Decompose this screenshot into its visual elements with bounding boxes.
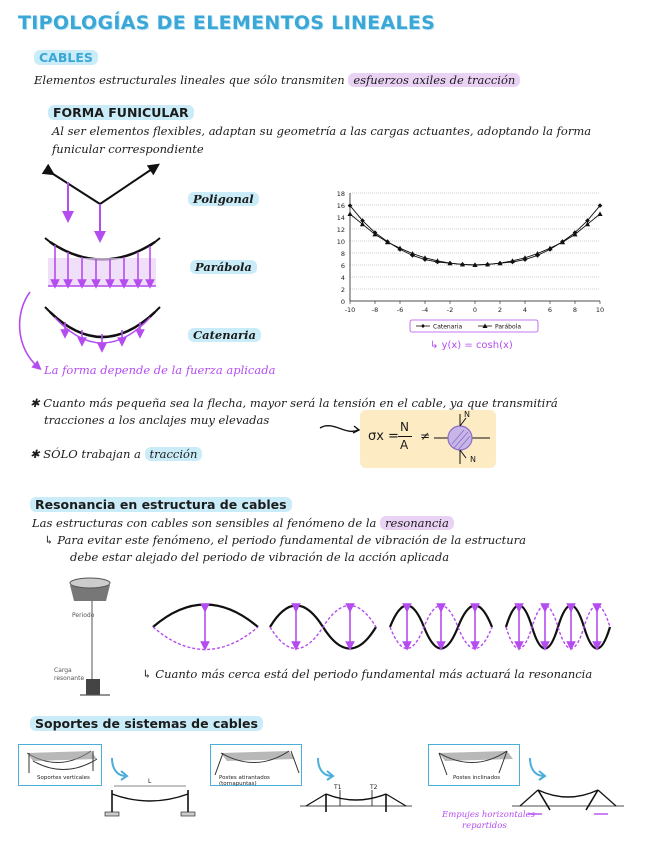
supports-note-line1: Empujes horizontales [442, 810, 535, 820]
funicular-heading [48, 105, 194, 120]
cables-heading-text: CABLES [34, 50, 98, 65]
label-t1: T1 [334, 784, 342, 791]
x-tick-label: -8 [371, 306, 379, 314]
chart-annotation-text: y(x) = cosh(x) [441, 340, 513, 351]
formula-pointer-arrow [318, 418, 362, 442]
y-tick-label: 18 [336, 190, 345, 198]
support-3-arrow [526, 756, 548, 782]
x-tick-label: 10 [595, 306, 605, 314]
bullet-1-line1: Cuanto más pequeña sea la flecha, mayor será la tensión en el cable, ya que transmitirá [43, 396, 558, 410]
caption-3: Postes inclinados [453, 775, 501, 781]
funicular-heading-text: FORMA FUNICULAR [48, 105, 194, 120]
chart-annotation [430, 340, 513, 351]
carga-label-2: resonante [54, 675, 85, 682]
series-line-1 [350, 206, 600, 265]
resonance-heading-text: Resonancia en estructura de cables [30, 497, 292, 512]
formula-neq: ≠ [420, 429, 431, 443]
vibration-modes [148, 596, 613, 658]
supports-heading-text: Soportes de sistemas de cables [30, 716, 263, 731]
label-parabola [190, 260, 257, 274]
label-t2: T2 [370, 784, 378, 791]
y-tick-label: 2 [340, 286, 345, 294]
funicular-text-line1: Al ser elementos flexibles, adaptan su geometría a las cargas actuantes, adoptando la forma [52, 124, 592, 138]
formula-numerator: N [400, 420, 409, 434]
bullet-2-text: SÓLO trabajan a [43, 447, 141, 461]
x-tick-label: 4 [522, 306, 528, 314]
y-tick-label: 12 [336, 226, 345, 234]
support-vertical-figure [18, 744, 102, 786]
caption-1: Soportes verticales [37, 775, 90, 781]
parabola-point [597, 211, 602, 216]
formula-n-bottom: N [470, 455, 476, 464]
resonance-line1-text: Las estructuras con cables son sensibles al fenómeno de la [32, 516, 377, 530]
catenaria-diagram [45, 307, 160, 348]
resonance-line3: debe estar alejado del periodo de vibración de la acción aplicada [70, 550, 450, 564]
label-parabola-text: Parábola [190, 260, 257, 274]
bullet-1-marker: ✱ [30, 396, 44, 410]
x-tick-label: -2 [446, 306, 454, 314]
y-tick-label: 10 [336, 238, 345, 246]
support-1-arrow [108, 756, 130, 782]
formula-denominator: A [400, 438, 409, 452]
cable-section-icon [434, 412, 494, 466]
legend-label-2: Parábola [495, 323, 521, 331]
support-2-arrow [314, 756, 336, 782]
x-tick-label: -4 [421, 306, 429, 314]
tension-formula-box [360, 410, 496, 468]
x-tick-label: 2 [497, 306, 503, 314]
poligonal-diagram [50, 167, 155, 237]
resonance-note-text: Cuanto más cerca está del periodo fundamental más actuará la resonancia [155, 667, 593, 681]
label-poligonal-text: Poligonal [188, 192, 259, 206]
bullet-2-highlight: tracción [145, 447, 203, 461]
parabola-point [347, 211, 352, 216]
y-tick-label: 16 [336, 202, 345, 210]
resonance-line2-text: Para evitar este fenómeno, el periodo fundamental de vibración de la estructura [57, 533, 526, 547]
x-tick-label: 0 [472, 306, 478, 314]
resonance-line2 [44, 533, 526, 547]
support-guyed-scheme [296, 782, 416, 822]
legend-label-1: Catenaria [433, 323, 463, 331]
formula-n-top: N [464, 410, 470, 419]
mode-1 [153, 605, 258, 650]
cables-intro [34, 73, 520, 87]
resonance-line1 [32, 516, 454, 530]
resonance-heading [30, 497, 292, 512]
supports-heading [30, 716, 263, 731]
y-tick-label: 6 [340, 262, 345, 270]
x-tick-label: 6 [547, 306, 553, 314]
resonance-note [142, 667, 592, 681]
x-tick-label: -6 [396, 306, 404, 314]
formula-fraction-bar [398, 436, 412, 437]
label-catenaria [188, 328, 261, 342]
mode-2 [270, 606, 376, 649]
support-vertical-scheme [100, 780, 200, 820]
parabola-diagram [45, 238, 160, 286]
bullet-1 [30, 396, 558, 410]
formula-equals: = [388, 429, 399, 444]
y-tick-label: 0 [340, 298, 345, 306]
resonance-line1-highlight: resonancia [380, 516, 454, 530]
funicular-diagrams [10, 162, 190, 377]
supports-note-line2: repartidos [462, 821, 507, 831]
label-catenaria-text: Catenaria [188, 328, 261, 342]
page-title: TIPOLOGÍAS DE ELEMENTOS LINEALES [18, 12, 436, 34]
caption-2: Postes atirantados (tornapuntas) [219, 775, 270, 787]
bullet-2 [30, 447, 202, 461]
support-guyed-figure [210, 744, 302, 786]
cables-intro-highlight: esfuerzos axiles de tracción [348, 73, 520, 87]
support-inclined-figure [428, 744, 520, 786]
funicular-note: La forma depende de la fuerza aplicada [44, 363, 276, 377]
mode-3 [390, 606, 492, 649]
bullet-2-marker: ✱ [30, 447, 44, 461]
resonance-note-marker: ↳ [142, 667, 156, 681]
bullet-1-line2: tracciones a los anclajes muy elevadas [44, 413, 270, 427]
catenary-parabola-chart [318, 185, 608, 340]
carga-label-1: Carga [54, 667, 72, 674]
y-tick-label: 14 [336, 214, 345, 222]
label-poligonal [188, 192, 259, 206]
y-tick-label: 4 [340, 274, 345, 282]
formula-sigma: σx [368, 429, 384, 444]
resonance-line2-marker: ↳ [44, 533, 58, 547]
span-label-l: L [148, 778, 152, 785]
funicular-text-line2: funicular correspondiente [52, 142, 204, 156]
x-tick-label: -10 [344, 306, 356, 314]
periodo-label: Periodo [72, 612, 95, 619]
cables-heading [34, 50, 98, 65]
y-tick-label: 8 [340, 250, 345, 258]
mode-4 [506, 606, 610, 649]
cables-intro-text: Elementos estructurales lineales que sólo transmiten [34, 73, 345, 87]
x-tick-label: 8 [572, 306, 578, 314]
chart-annotation-arrow: ↳ [430, 340, 442, 351]
